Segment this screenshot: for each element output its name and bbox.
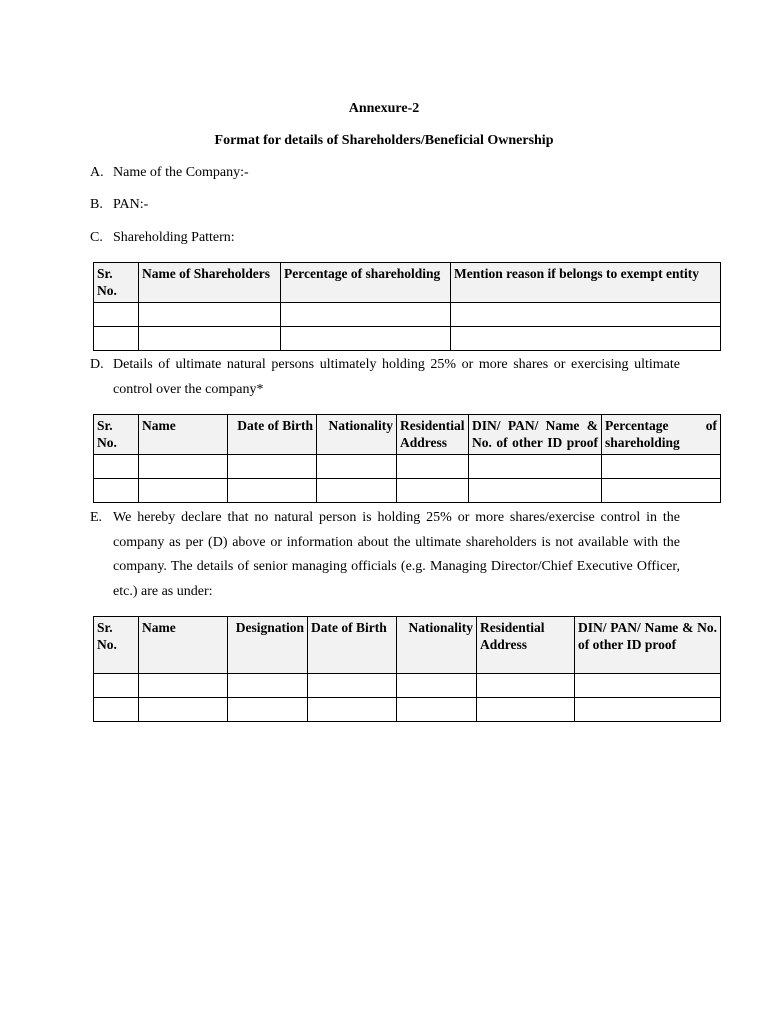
header-nationality: Nationality xyxy=(397,617,477,674)
table-cell[interactable] xyxy=(397,479,469,503)
senior-officials-table xyxy=(93,616,721,722)
item-a-text: Name of the Company:- xyxy=(113,165,249,180)
table-cell[interactable] xyxy=(451,303,721,327)
table-cell[interactable] xyxy=(469,455,602,479)
table-cell[interactable] xyxy=(451,327,721,351)
header-exempt-reason: Mention reason if belongs to exempt entity xyxy=(451,263,721,303)
header-id-proof-line1: DIN/ PAN/ Name & No. xyxy=(578,620,717,635)
table-cell[interactable] xyxy=(397,698,477,722)
item-e-marker: E. xyxy=(90,510,103,525)
table-cell[interactable] xyxy=(139,455,228,479)
table-cell[interactable] xyxy=(575,698,721,722)
table-cell[interactable] xyxy=(228,479,317,503)
header-percentage-of-shareholding: Percentage of shareholding xyxy=(281,263,451,303)
table-row xyxy=(94,303,721,327)
header-sr-no: Sr. No. xyxy=(94,617,139,674)
table-cell[interactable] xyxy=(397,674,477,698)
item-a xyxy=(90,165,249,181)
table-cell[interactable] xyxy=(94,479,139,503)
item-d xyxy=(90,353,680,402)
table-cell[interactable] xyxy=(317,479,397,503)
table-header-row xyxy=(94,617,721,674)
header-id-proof: DIN/ PAN/ Name & No. of other ID proof xyxy=(469,415,602,455)
table-cell[interactable] xyxy=(228,455,317,479)
table-cell[interactable] xyxy=(139,303,281,327)
table-cell[interactable] xyxy=(317,455,397,479)
annexure-title: Annexure-2 xyxy=(348,101,420,116)
header-date-of-birth: Date of Birth xyxy=(308,617,397,674)
ultimate-owners-table xyxy=(93,414,721,503)
table-cell[interactable] xyxy=(139,698,228,722)
item-c xyxy=(90,230,235,246)
table-cell[interactable] xyxy=(94,698,139,722)
header-date-of-birth: Date of Birth xyxy=(228,415,317,455)
header-sr-no: Sr. No. xyxy=(94,415,139,455)
item-c-marker: C. xyxy=(90,230,103,245)
header-name-of-shareholders: Name of Shareholders xyxy=(139,263,281,303)
item-e xyxy=(90,506,680,604)
table-cell[interactable] xyxy=(94,455,139,479)
item-e-text: We hereby declare that no natural person is holding 25% or more shares/exercise control in the company as per (D) above or information about the ultimate shareholders is not available with the company. The details of senior managing officials (e.g. Managing Director/Chief Executive Officer, etc.) are as under: xyxy=(113,510,680,599)
item-a-marker: A. xyxy=(90,165,104,180)
table-cell[interactable] xyxy=(94,674,139,698)
table-cell[interactable] xyxy=(308,674,397,698)
header-residential-address: Residential Address xyxy=(477,617,575,674)
header-designation xyxy=(228,617,308,674)
table-cell[interactable] xyxy=(477,674,575,698)
table-row xyxy=(94,327,721,351)
table-cell[interactable] xyxy=(94,303,139,327)
header-id-proof xyxy=(575,617,721,674)
item-d-marker: D. xyxy=(90,357,104,372)
table-cell[interactable] xyxy=(281,303,451,327)
table-header-row xyxy=(94,415,721,455)
table-cell[interactable] xyxy=(139,479,228,503)
table-cell[interactable] xyxy=(469,479,602,503)
table-cell[interactable] xyxy=(228,698,308,722)
header-nationality: Nationality xyxy=(317,415,397,455)
table-cell[interactable] xyxy=(139,327,281,351)
header-designation-label: Designation xyxy=(235,620,304,635)
header-percentage-of-shareholding: Percentage of shareholding xyxy=(602,415,721,455)
item-b-marker: B. xyxy=(90,197,103,212)
header-name: Name xyxy=(139,617,228,674)
table-cell[interactable] xyxy=(139,674,228,698)
table-cell[interactable] xyxy=(602,455,721,479)
table-cell[interactable] xyxy=(602,479,721,503)
shareholding-pattern-table xyxy=(93,262,721,351)
table-cell[interactable] xyxy=(281,327,451,351)
table-cell[interactable] xyxy=(575,674,721,698)
table-cell[interactable] xyxy=(397,455,469,479)
item-b xyxy=(90,197,148,213)
table-row xyxy=(94,479,721,503)
table-row xyxy=(94,674,721,698)
table-cell[interactable] xyxy=(477,698,575,722)
header-id-proof-line2: of other ID proof xyxy=(578,637,677,652)
table-cell[interactable] xyxy=(308,698,397,722)
table-row xyxy=(94,698,721,722)
header-sr-no: Sr. No. xyxy=(94,263,139,303)
item-b-text: PAN:- xyxy=(113,197,149,212)
item-c-text: Shareholding Pattern: xyxy=(113,230,235,245)
table-cell[interactable] xyxy=(94,327,139,351)
table-cell[interactable] xyxy=(228,674,308,698)
header-name: Name xyxy=(139,415,228,455)
format-title: Format for details of Shareholders/Beneficial Ownership xyxy=(214,133,554,148)
item-d-text: Details of ultimate natural persons ultimately holding 25% or more shares or exercising ultimate control over the company* xyxy=(113,357,680,397)
header-residential-address: Residential Address xyxy=(397,415,469,455)
table-row xyxy=(94,455,721,479)
table-header-row xyxy=(94,263,721,303)
